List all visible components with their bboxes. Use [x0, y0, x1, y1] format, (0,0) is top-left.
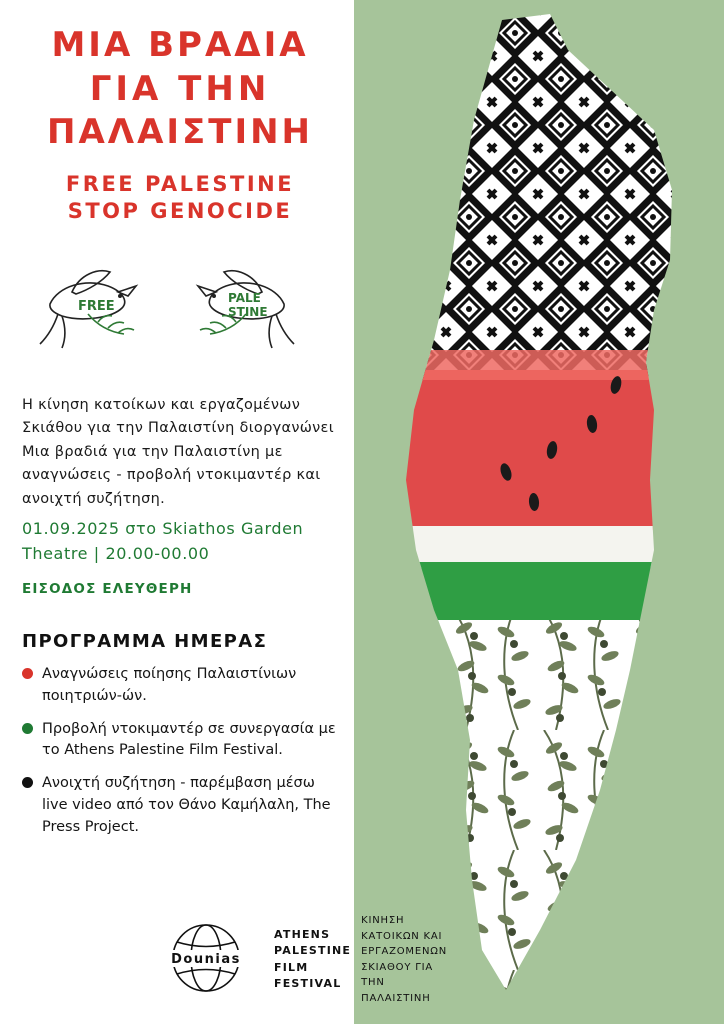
- bullet-dot-green: [22, 723, 33, 734]
- dove-right-word-line2: STINE: [228, 304, 268, 319]
- bullet-dot-red: [22, 668, 33, 679]
- bullet-dot-black: [22, 777, 33, 788]
- subtitle-line-2: STOP GENOCIDE: [67, 199, 293, 224]
- organizer-line-3: ΣΚΙΑΘΟΥ ΓΙΑ ΤΗΝ: [361, 961, 433, 988]
- dounias-logo-text: Dounias: [171, 951, 241, 967]
- poster-title: [22, 24, 338, 155]
- program-item-text: Προβολή ντοκιμαντέρ σε συνεργασία με το Athens Palestine Film Festival.: [42, 720, 336, 759]
- title-line-3: ΠΑΛΑΙΣΤΙΝΗ: [46, 112, 314, 153]
- doves-illustration: [22, 252, 338, 372]
- dounias-logo-icon: [150, 922, 262, 994]
- palestine-map-artwork: [354, 10, 714, 1010]
- date-and-venue: 01.09.2025 στο Skiathos Garden Theatre | 20.00-00.00: [22, 519, 304, 564]
- organizer-line-2: ΕΡΓΑΖΟΜΕΝΩΝ: [361, 946, 447, 957]
- map-svg: [354, 10, 714, 1010]
- organizer-line-1: ΚΙΝΗΣΗ ΚΑΤΟΙΚΩΝ ΚΑΙ: [361, 915, 443, 942]
- program-item: [22, 773, 338, 838]
- free-entry-notice: ΕΙΣΟΔΟΣ ΕΛΕΥΘΕΡΗ: [22, 581, 193, 597]
- program-title: ΠΡΟΓΡΑΜΜΑ ΗΜΕΡΑΣ: [22, 631, 268, 652]
- festival-name: [274, 927, 351, 993]
- poster-subtitle: [22, 171, 338, 226]
- footer: [0, 913, 447, 1006]
- program-item: [22, 719, 338, 763]
- dounias-logo: [150, 922, 262, 998]
- program-item: [22, 664, 338, 708]
- festival-line-3: FILM: [274, 960, 309, 974]
- organizer-line-4: ΠΑΛΑΙΣΤΙΝΗ: [361, 992, 431, 1004]
- left-content-column: [0, 0, 360, 1024]
- dove-left-word: FREE: [78, 298, 115, 314]
- festival-line-4: FESTIVAL: [274, 977, 342, 990]
- organizer-name: [361, 913, 447, 1006]
- event-description: Η κίνηση κατοίκων και εργαζομένων Σκιάθου για την Παλαιστίνη διοργανώνει Μια βραδιά για την Παλαιστίνη με αναγνώσεις - προβολή ντοκιμαντέρ και ανοιχτή συζήτηση.: [22, 396, 334, 507]
- festival-line-2: PALESTINE: [274, 944, 352, 957]
- dove-left-icon: [32, 252, 172, 362]
- dove-right-icon: [152, 256, 302, 366]
- subtitle-line-1: FREE PALESTINE: [65, 171, 295, 196]
- program-list: [22, 664, 338, 838]
- title-line-1: ΜΙΑ ΒΡΑΔΙΑ: [51, 25, 309, 65]
- title-line-2: ΓΙΑ ΤΗΝ: [89, 68, 271, 109]
- festival-line-1: ATHENS: [274, 927, 331, 941]
- program-item-text: Ανοιχτή συζήτηση - παρέμβαση μέσω live video από τον Θάνο Καμήλαλη, The Press Project.: [42, 775, 331, 835]
- dove-right-word-line1: PALE: [228, 290, 261, 305]
- program-item-text: Αναγνώσεις ποίησης Παλαιστίνιων ποιητριών-ών.: [42, 666, 297, 704]
